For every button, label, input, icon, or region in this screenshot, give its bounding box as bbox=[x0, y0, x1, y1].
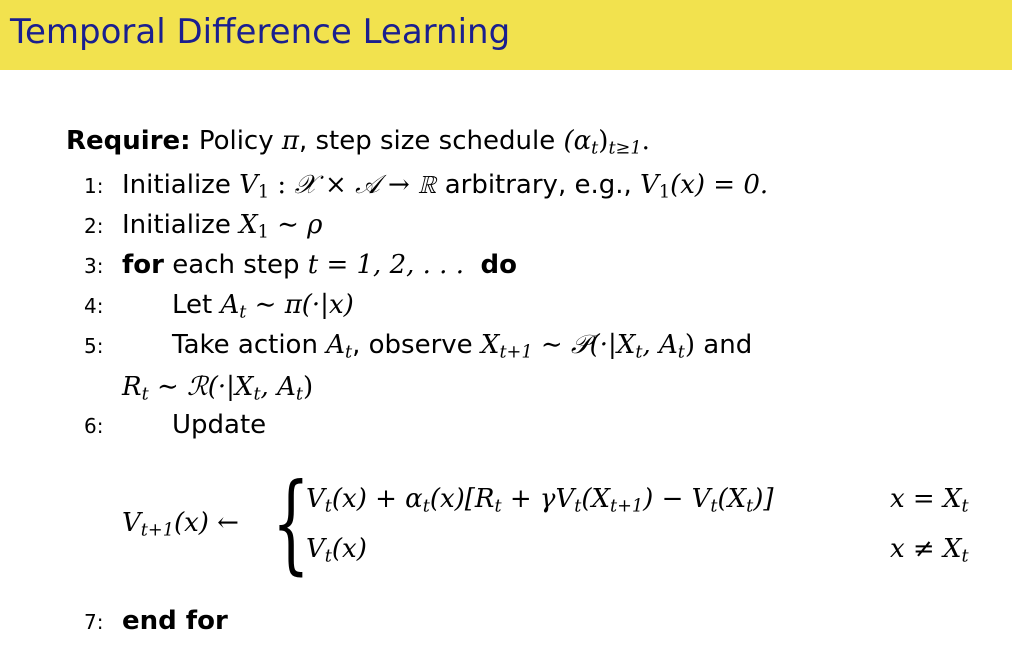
equation-condition-1: $x = X_t$ bbox=[890, 484, 969, 517]
require-text-2: , step size schedule bbox=[298, 126, 556, 156]
title-bar bbox=[0, 0, 1012, 70]
require-pi: π bbox=[281, 126, 299, 156]
line-number-3: 3: bbox=[84, 254, 104, 278]
require-text-1: Policy bbox=[198, 126, 274, 156]
equation-lhs: $V_{t+1}(x)$ ← bbox=[122, 508, 239, 541]
line-number-2: 2: bbox=[84, 214, 104, 238]
require-schedule: $(\alpha_t)_{t\ge 1}$. bbox=[563, 126, 650, 159]
equation-case-2: $V_t(x)$ bbox=[306, 534, 367, 567]
equation-condition-2: $x \ne X_t$ bbox=[890, 534, 969, 567]
slide-title: Temporal Difference Learning bbox=[10, 12, 511, 52]
equation-case-1: $V_t(x) + \alpha_t(x)[R_t + \gamma V_t(X_{t+1}) - V_t(X_t)]$ bbox=[306, 484, 774, 517]
algo-line-1: Initialize $V_1$ : 𝒳 × 𝒜 → ℝ arbitrary, e.g., $V_1(x) = 0$. bbox=[122, 170, 769, 203]
algo-line-6: Update bbox=[172, 410, 267, 440]
require-label: Require: bbox=[66, 126, 191, 156]
algo-line-7: end for bbox=[122, 606, 228, 636]
line-number-5: 5: bbox=[84, 334, 104, 358]
case-brace: { bbox=[272, 461, 310, 586]
line-number-1: 1: bbox=[84, 174, 104, 198]
line-number-6: 6: bbox=[84, 414, 104, 438]
line-number-7: 7: bbox=[84, 610, 104, 634]
algo-line-5: Take action $A_t$, observe $X_{t+1}$ ∼ $𝒫(\cdot|X_t$, $A_t$) and bbox=[172, 330, 753, 363]
require-line bbox=[66, 126, 650, 159]
algo-line-3: for each step t = 1, 2, . . . do bbox=[122, 250, 517, 280]
line-number-4: 4: bbox=[84, 294, 104, 318]
algo-line-5-continued: $R_t$ ∼ $ℛ(\cdot|X_t$, $A_t$) bbox=[122, 372, 314, 405]
algo-line-4: Let $A_t$ ∼ π(·|x) bbox=[172, 290, 354, 323]
algo-line-2: Initialize $X_1$ ∼ ρ bbox=[122, 210, 323, 243]
